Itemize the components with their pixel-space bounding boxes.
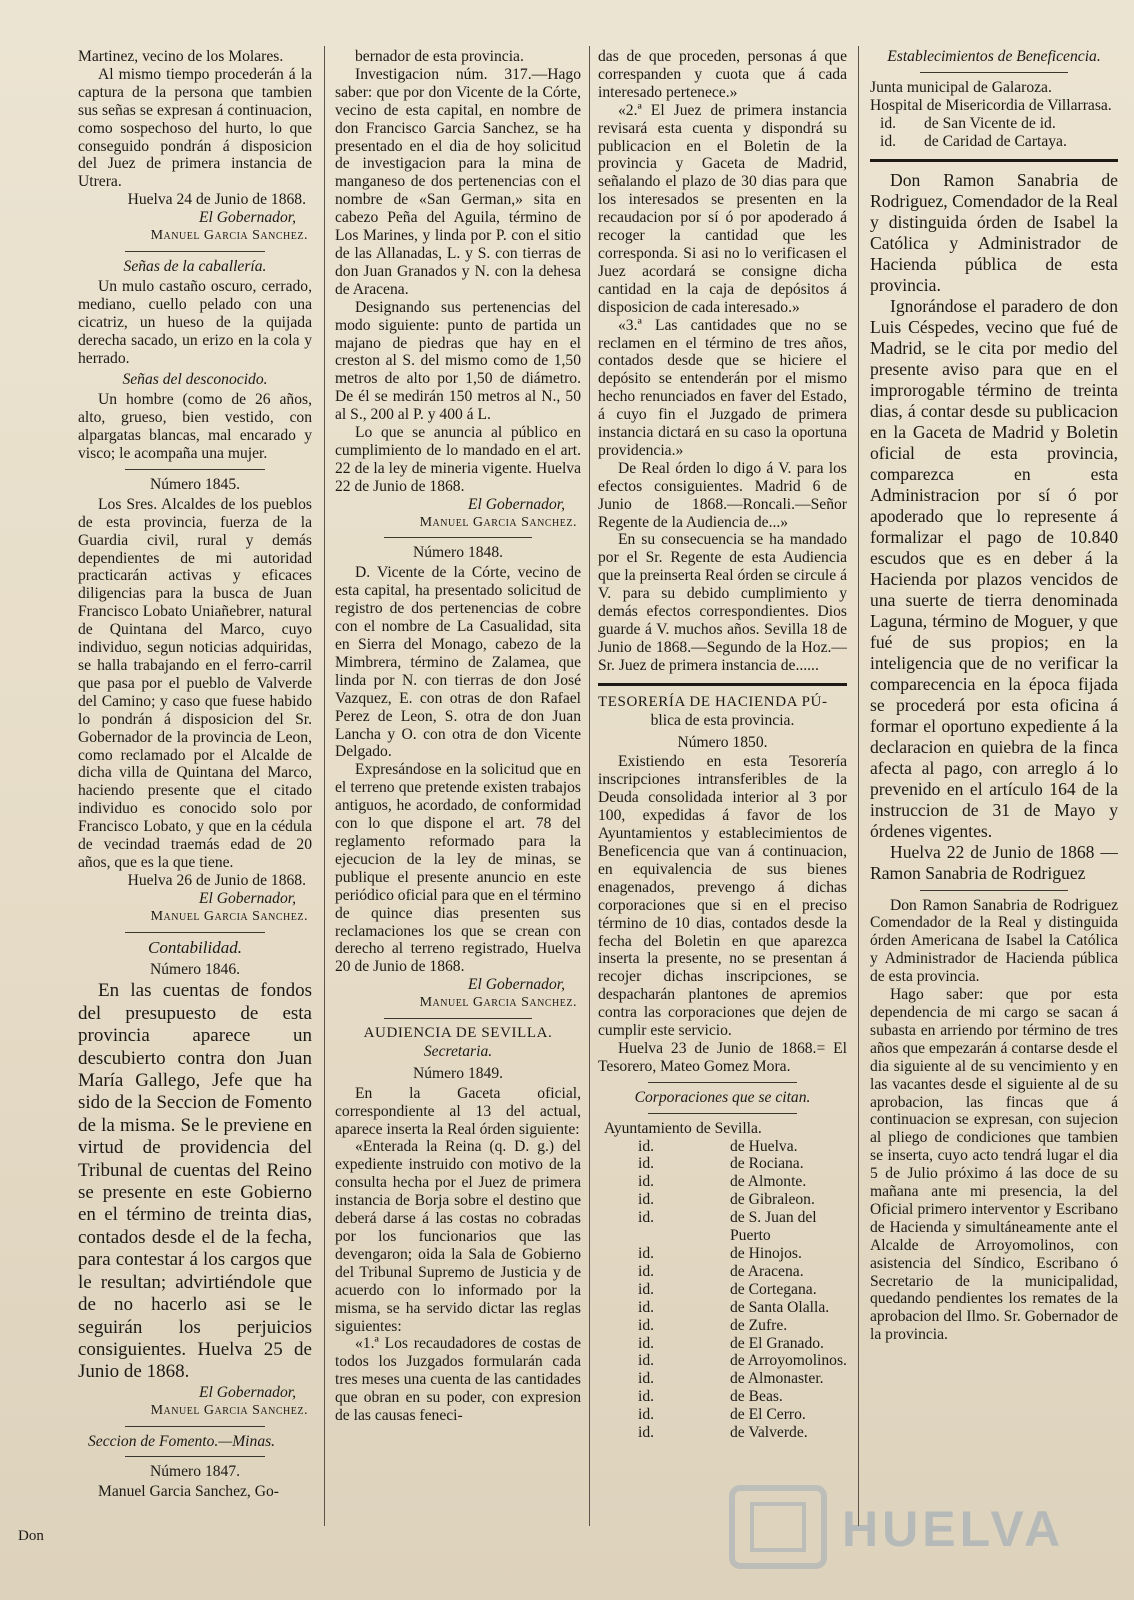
section-heading: Seccion de Fomento.—Minas. xyxy=(88,1432,276,1450)
text-block: Al mismo tiempo procederán á la captura de la persona que tambien sus señas se expresan á continuacion, como sospechoso del hurto, lo que conseguido pondrán á disposicion del Juez de primera instancia de Utrera. xyxy=(78,65,312,191)
list-label: id. xyxy=(638,1209,655,1227)
signature-name: Manuel Garcia Sanchez. xyxy=(150,1402,308,1418)
signature-name: Manuel Garcia Sanchez. xyxy=(419,514,577,530)
text-block: «2.ª El Juez de primera instancia revisará esta cuenta y dispondrá su publicacion en el Boletin de la provincia y Gaceta de Madrid, señalando el plazo de 30 dias para que los interesados se presenten en la recaudacion por sí ó por apoderado á recoger la cantidad que les corresponda. Si asi no lo verificasen el Juez acordará se consigne dicha cantidad en la caja de depósitos á disposicion de cada interesado.» xyxy=(598,101,847,316)
text-block: Manuel Garcia Sanchez, Go- xyxy=(98,1483,279,1501)
list-value: de Valverde. xyxy=(730,1424,808,1442)
text-block: Don Ramon Sanabria de Rodriguez Comendador de la Real y distinguida órden Americana de Isabel la Católica y Administrador de Hacienda pública de esta provincia. xyxy=(870,896,1118,986)
archive-watermark: HUELVA xyxy=(842,1501,1065,1557)
list-value: de Beas. xyxy=(730,1388,783,1406)
list-item xyxy=(598,1352,847,1370)
signature-title: El Gobernador, xyxy=(198,209,296,227)
list-item xyxy=(598,1138,847,1156)
text-block: En su consecuencia se ha mandado por el Sr. Regente de esta Audiencia que la preinserta Real órden se circule á V. para su debido cumplimiento y demás efectos correspondientes. Dios guarde á V. muchos años. Sevilla 18 de Junio de 1868.—Segundo de la Hoz.—Sr. Juez de primera instancia de...... xyxy=(598,531,847,674)
list-label: id. xyxy=(638,1424,655,1442)
list-label: id. xyxy=(638,1155,655,1173)
column-divider xyxy=(324,46,325,1526)
list-item xyxy=(598,1406,847,1424)
list-label: id. xyxy=(638,1298,655,1316)
section-heading: AUDIENCIA DE SEVILLA. xyxy=(363,1025,553,1042)
text-block: Designando sus pertenencias del modo siguiente: punto de partida un majano de piedras que hay en el creston al S. del mismo como de 1,50 metros de alto por 1,50 de diámetro. De él se medirán 150 metros al N., 50 al S., 200 al P. y 400 á L. xyxy=(335,298,581,424)
list-label: id. xyxy=(880,114,897,132)
list-value: de S. Juan del Puerto xyxy=(730,1209,817,1245)
signature-title: El Gobernador, xyxy=(467,976,565,994)
text-block: bernador de esta provincia. xyxy=(355,48,524,65)
list-label: id. xyxy=(638,1316,655,1334)
separator xyxy=(920,890,1069,891)
signature-title: El Gobernador, xyxy=(198,1383,296,1401)
separator xyxy=(125,251,265,252)
list-value: de Huelva. xyxy=(730,1137,798,1155)
section-heading: Establecimientos de Beneficencia. xyxy=(887,48,1101,65)
signature-title: El Gobernador, xyxy=(198,889,296,907)
section-heading: Contabilidad. xyxy=(148,937,242,957)
list-item xyxy=(598,1209,847,1245)
section-heading: Corporaciones que se citan. xyxy=(634,1088,811,1106)
list-item xyxy=(598,1263,847,1281)
list-item xyxy=(598,1245,847,1263)
date-line: Huelva 24 de Junio de 1868. xyxy=(127,191,306,209)
text-block: Expresándose en la solicitud que en el terreno que pretende existen trabajos antiguos, he acordado, de conformidad con lo que dispone el art. 78 del reglamento reformado para la ejecucion de la ley de minas, se publique el presente anuncio en este periódico oficial para que en el término de quince dias presenten sus reclamaciones los que se crean con derecho al terreno registrado, Huelva 20 de Junio de 1868. xyxy=(335,761,581,976)
signature-title: El Gobernador, xyxy=(467,495,565,513)
list-label: id. xyxy=(880,132,897,150)
text-block: Huelva 22 de Junio de 1868 —Ramon Sanabria de Rodriguez xyxy=(870,841,1118,883)
text-block: Don Ramon Sanabria de Rodriguez, Comendador de la Real y distinguida órden de Isabel la Católica y Administrador de Hacienda pública de esta provincia. xyxy=(870,169,1118,295)
section-heading: TESORERÍA DE HACIENDA PÚ- xyxy=(598,693,828,710)
text-block: Existiendo en esta Tesorería inscripciones intransferibles de la Deuda consolidada interior al 3 por 100, expedidas á favor de los Ayuntamientos y establecimientos de Beneficencia que van á continuacion, en equivalencia de sus bienes enagenados, prevengo á dichas corporaciones que si en el preciso término de 10 dias, contados desde la fecha del Boletin en que aparezca inserta la presente, no se presentan á recojer dichas inscripciones, se despacharán plantones de apremios contra las corporaciones que dejen de cumplir este servicio. xyxy=(598,753,847,1040)
list-label: id. xyxy=(638,1137,655,1155)
list-label: id. xyxy=(638,1173,655,1191)
column-1 xyxy=(78,48,312,1578)
separator xyxy=(648,1113,797,1114)
town-list xyxy=(598,1138,847,1442)
list-item xyxy=(598,1281,847,1299)
separator xyxy=(125,469,265,470)
list-value: de Almonaster. xyxy=(730,1370,824,1388)
list-label: id. xyxy=(638,1191,655,1209)
text-block: «Enterada la Reina (q. D. g.) del expediente instruido con motivo de la consulta hecha por el Juez de primera instancia de Borja sobre el destino que deberá darse á las costas no cobradas por los funcionarios que las devengaron; oida la Sala de Gobierno del Tribunal Supremo de Justicia y de acuerdo con lo informado por la misma, se ha servido dictar las reglas siguientes: xyxy=(335,1138,581,1335)
list-value: de Arroyomolinos. xyxy=(730,1352,847,1370)
separator xyxy=(125,1426,265,1427)
separator xyxy=(384,537,532,538)
text-block: En la Gaceta oficial, correspondiente al 13 del actual, aparece inserta la Real órden siguiente: xyxy=(335,1084,581,1138)
list-item xyxy=(598,1120,847,1138)
text-block: Hago saber: que por esta dependencia de mi cargo se sacan á subasta en arriendo por término de tres años que empezarán á contarse desde el dia siguiente al de su vencimiento y en las vacantes desde el siguiente al de su aprobacion, las fincas que á continuacion se expresan, con sujecion al pliego de condiciones que tambien se inserta, cuyo acto tendrá lugar el dia 5 de Julio próximo á las doce de su mañana ante mi presencia, la del Oficial primero interventor y Escribano de Hacienda y simultáneamente ante el Alcalde de Arroyomolinos, con asistencia del Síndico, Escribano ó Secretario de la municipalidad, quedando pendientes los remates de la aprobacion del Ilmo. Sr. Gobernador de la provincia. xyxy=(870,986,1118,1344)
text-block: D. Vicente de la Córte, vecino de esta capital, ha presentado solicitud de registro de dos pertenencias de cobre con el nombre de La Casualidad, sita en Sierra del Monago, cabezo de la Mimbrera, término de Zalamea, que linda por N. con tierras de don José Vazquez, E. con otras de don Rafael Perez de Leon, S. otra de don Juan Lancha y O. con otra de don Vicente Delgado. xyxy=(335,564,581,761)
list-label: Ayuntamiento xyxy=(604,1119,692,1137)
footer-catchword: Don xyxy=(18,1528,44,1544)
list-item xyxy=(870,115,1118,133)
text-block: Huelva 23 de Junio de 1868.= El Tesorero, Mateo Gomez Mora. xyxy=(598,1039,847,1075)
list-item xyxy=(598,1370,847,1388)
list-value: de El Cerro. xyxy=(730,1406,806,1424)
column-3 xyxy=(598,48,847,1578)
text-block: Junta municipal de Galaroza. xyxy=(870,78,1052,96)
list-item xyxy=(870,133,1118,151)
text-block: Lo que se anuncia al público en cumplimiento de lo mandado en el art. 22 de la ley de mineria vigente. Huelva 22 de Junio de 1868. xyxy=(335,424,581,495)
separator xyxy=(384,1018,532,1019)
list-label: id. xyxy=(638,1280,655,1298)
text-block: Hospital de Misericordia de Villarrasa. xyxy=(870,96,1112,114)
list-item xyxy=(598,1335,847,1353)
signature-name: Manuel Garcia Sanchez. xyxy=(419,995,577,1011)
section-heading: Señas del desconocido. xyxy=(122,371,268,389)
text-block: Ignorándose el paradero de don Luis Céspedes, vecino que fué de Madrid, se le cita por medio del presente aviso para que en el improrogable término de treinta dias, á contar desde su publicacion en la Gaceta de Madrid y Boletin oficial de esta provincia, comparezca en esta Administracion por sí ó por apoderado que lo represente á formalizar el pago de 10.840 escudos que es en deber á la Hacienda por plazos vencidos de una suerte de tierra denominada Laguna, término de Moguer, y que fué de sus propios; en la inteligencia que de no verificar la comparecencia en la época fijada se procederá por esta oficina á formar el oportuno expediente á la declaracion en quiebra de la finca afecta al pago, con arreglo á lo prevenido en el artículo 164 de la instruccion de 31 de Mayo y órdenes vigentes. xyxy=(870,295,1118,841)
list-item xyxy=(598,1299,847,1317)
text-block: Los Sres. Alcaldes de los pueblos de esta provincia, fuerza de la Guardia civil, rural y demás dependientes de mi autoridad practicarán activas y eficaces diligencias para la busca de Juan Francisco Lobato Uniañebrer, natural de Quintana del Marco, cuyo individuo, segun noticias adquiridas, se halla trabajando en el ferro-carril que pasa por el pueblo de Valverde del Camino; y caso que fuese habido lo pondrán á disposicion del Sr. Gobernador de la provincia de Leon, como reclamado por el Alcalde de dicha villa de Quintana del Marco, haciendo presente que el citado individuo es conocido solo por Francisco Lobato, y que en la cédula de vecindad traemás edad de 20 años, que es la que tiene. xyxy=(78,495,312,871)
list-value: de Almonte. xyxy=(730,1173,807,1191)
list-value: de Gibraleon. xyxy=(730,1191,815,1209)
text-block: Un mulo castaño oscuro, cerrado, mediano, cuello pelado con una cicatriz, un hueso de la quijada derecha sacado, un erizo en la cola y herrado. xyxy=(78,277,312,367)
separator xyxy=(920,72,1069,73)
text-block: Investigacion núm. 317.—Hago saber: que por don Vicente de la Córte, vecino de esta capital, en nombre de don Francisco Garcia Sanchez, se ha presentado en el dia de hoy solicitud de investigacion para la mina de manganeso de dos pertenencias con el nombre de «San German,» sita en cabezo Peña del Aguila, término de Los Marines, y linda por P. con el sitio de las Allanadas, L. y S. con tierras de don Juan Granados y N. con la dehesa de Aracena. xyxy=(335,65,581,298)
list-item xyxy=(598,1173,847,1191)
separator xyxy=(125,932,265,933)
list-value: de San Vicente de id. xyxy=(924,114,1056,132)
list-value: de Sevilla. xyxy=(696,1119,762,1137)
signature-name: Manuel Garcia Sanchez. xyxy=(150,908,308,924)
section-heading: blica de esta provincia. xyxy=(650,711,795,729)
list-label: id. xyxy=(638,1352,655,1370)
list-item xyxy=(598,1388,847,1406)
list-value: de Hinojos. xyxy=(730,1245,802,1262)
section-subheading: Secretaria. xyxy=(423,1042,493,1060)
item-number: Número 1845. xyxy=(149,475,241,493)
list-label: id. xyxy=(638,1334,655,1352)
list-value: de Aracena. xyxy=(730,1262,804,1280)
column-divider xyxy=(858,46,859,1526)
item-number: Número 1847. xyxy=(149,1463,241,1481)
list-value: de Zufre. xyxy=(730,1316,788,1334)
list-item xyxy=(598,1424,847,1442)
text-block: «3.ª Las cantidades que no se reclamen en el término de tres años, contados desde que se hiciere el depósito se entenderán por el mismo hecho renunciados en faver del Estado, á cuyo fin el Juzgado de primera instancia dictará en su caso la oportuna providencia.» xyxy=(598,316,847,459)
separator xyxy=(648,1082,797,1083)
item-number: Número 1849. xyxy=(412,1064,504,1082)
column-divider xyxy=(589,46,590,1526)
list-value: de Cortegana. xyxy=(730,1280,817,1298)
section-heading: Señas de la caballería. xyxy=(123,257,267,275)
list-item xyxy=(598,1155,847,1173)
item-number: Número 1850. xyxy=(677,733,768,751)
text-block: Martinez, vecino de los Molares. xyxy=(78,48,284,65)
list-label: id. xyxy=(638,1245,655,1262)
signature-name: Manuel Garcia Sanchez. xyxy=(150,228,308,244)
list-value: de Rociana. xyxy=(730,1155,804,1173)
separator xyxy=(125,1456,265,1457)
list-item xyxy=(598,1317,847,1335)
text-block: En las cuentas de fondos del presupuesto de esta provincia aparece un descubierto contra don Juan María Gallego, Jefe que ha sido de la Seccion de Fomento de la misma. Se le previene en virtud de providencia del Tribunal de cuentas del Reino se presente en este Gobierno en el término de treinta dias, contados desde el de la fecha, para contestar á los cargos que le resultan; advirtiéndole que de no hacerlo asi se le seguirán los perjuicios consiguientes. Huelva 25 de Junio de 1868. xyxy=(78,980,312,1383)
list-value: de Santa Olalla. xyxy=(730,1298,830,1316)
list-label: id. xyxy=(638,1388,655,1406)
list-value: de El Granado. xyxy=(730,1334,824,1352)
text-block: De Real órden lo digo á V. para los efectos consiguientes. Madrid 6 de Junio de 1868.—Roncali.—Señor Regente de la Audiencia de...» xyxy=(598,459,847,531)
column-2 xyxy=(335,48,581,1578)
column-4 xyxy=(870,48,1118,1578)
item-number: Número 1846. xyxy=(149,960,241,978)
section-rule xyxy=(598,683,847,686)
date-line: Huelva 26 de Junio de 1868. xyxy=(127,871,306,889)
list-label: id. xyxy=(638,1262,655,1280)
text-block: «1.ª Los recaudadores de costas de todos los Juzgados formularán cada tres meses una cuenta de las cantidades que obran en su poder, con expresion de las causas feneci- xyxy=(335,1335,581,1425)
list-label: id. xyxy=(638,1370,655,1388)
list-label: id. xyxy=(638,1406,655,1424)
text-block: das de que proceden, personas á que correspanden y cuota que á cada interesado pertenece.» xyxy=(598,48,847,101)
section-rule xyxy=(870,159,1118,162)
list-value: de Caridad de Cartaya. xyxy=(924,132,1067,150)
text-block: Un hombre (como de 26 años, alto, grueso, bien vestido, con alpargatas blancas, mal encarado y visco; le acompaña una mujer. xyxy=(78,391,312,463)
item-number: Número 1848. xyxy=(412,544,504,562)
list-item xyxy=(598,1191,847,1209)
